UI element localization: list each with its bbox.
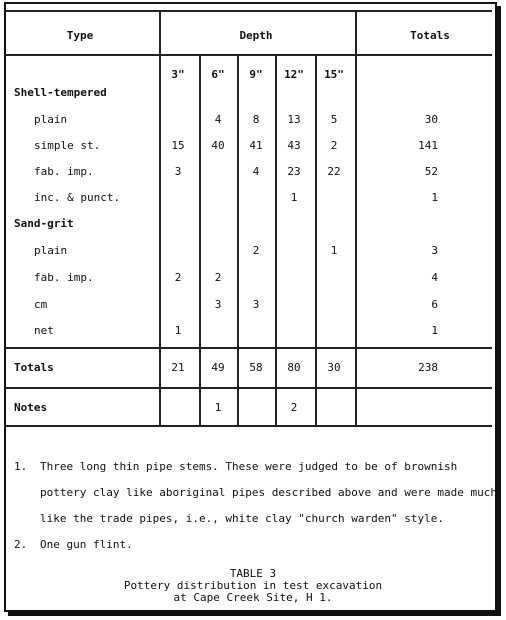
note-text-line: pottery clay like aboriginal pipes described above and were made much <box>40 486 497 499</box>
depth-cell: 8 <box>252 113 260 126</box>
table-top-rule <box>4 10 492 12</box>
frame-shadow-right <box>497 6 501 614</box>
row-label: plain <box>34 244 68 257</box>
depth-rule-4 <box>315 55 317 425</box>
group-label: Shell-tempered <box>14 86 107 99</box>
totals-row-label: Totals <box>14 361 54 374</box>
depth-cell: 2 <box>330 139 338 152</box>
caption-line-1: Pottery distribution in test excavation <box>123 579 383 592</box>
row-label: plain <box>34 113 68 126</box>
depth-cell: 2 <box>174 271 182 284</box>
depth-column-header: 15" <box>324 68 344 81</box>
totals-cell: 58 <box>249 361 263 374</box>
totals-header: Totals <box>410 29 450 42</box>
totals-cell: 49 <box>211 361 225 374</box>
totals-column-rule <box>355 10 357 425</box>
depth-column-header: 9" <box>249 68 263 81</box>
row-total: 1 <box>431 191 438 204</box>
type-column-rule <box>159 10 161 425</box>
totals-cell: 80 <box>287 361 301 374</box>
row-label: fab. imp. <box>34 271 94 284</box>
notes-row-label: Notes <box>14 401 48 414</box>
depth-header: Depth <box>239 29 273 42</box>
row-label: net <box>34 324 54 337</box>
row-total: 1 <box>431 324 438 337</box>
depth-column-header: 3" <box>171 68 185 81</box>
depth-cell: 40 <box>211 139 225 152</box>
row-total: 52 <box>424 165 438 178</box>
row-total: 3 <box>431 244 438 257</box>
row-total: 4 <box>431 271 438 284</box>
type-header: Type <box>66 29 94 42</box>
caption-line-2: at Cape Creek Site, H 1. <box>173 591 333 604</box>
depth-cell: 22 <box>327 165 341 178</box>
depth-cell: 1 <box>290 191 298 204</box>
note-number: 2. <box>14 538 28 551</box>
note-number: 1. <box>14 460 28 473</box>
table-label: TABLE 3 <box>229 567 277 580</box>
row-label: inc. & punct. <box>34 191 121 204</box>
totals-bottom-rule <box>4 387 492 389</box>
depth-cell: 4 <box>214 113 222 126</box>
totals-cell: 21 <box>171 361 185 374</box>
depth-rule-3 <box>275 55 277 425</box>
depth-cell: 4 <box>252 165 260 178</box>
depth-column-header: 6" <box>211 68 225 81</box>
frame-shadow-bottom <box>8 612 501 616</box>
grand-total: 238 <box>418 361 438 374</box>
row-label: cm <box>34 298 48 311</box>
depth-cell: 1 <box>174 324 182 337</box>
notes-cell: 2 <box>290 401 298 414</box>
notes-cell: 1 <box>214 401 222 414</box>
depth-cell: 43 <box>287 139 301 152</box>
group-label: Sand-grit <box>14 217 74 230</box>
table-bottom-rule <box>4 425 492 427</box>
row-label: simple st. <box>34 139 101 152</box>
depth-cell: 5 <box>330 113 338 126</box>
depth-rule-1 <box>199 55 201 425</box>
depth-cell: 2 <box>252 244 260 257</box>
depth-cell: 3 <box>214 298 222 311</box>
depth-cell: 3 <box>252 298 260 311</box>
note-text-line: Three long thin pipe stems. These were judged to be of brownish <box>40 460 458 473</box>
note-text-line: like the trade pipes, i.e., white clay "church warden" style. <box>40 512 444 525</box>
depth-column-header: 12" <box>284 68 304 81</box>
row-label: fab. imp. <box>34 165 94 178</box>
depth-cell: 3 <box>174 165 182 178</box>
row-total: 30 <box>424 113 438 126</box>
row-total: 141 <box>418 139 438 152</box>
totals-top-rule <box>4 347 492 349</box>
depth-cell: 2 <box>214 271 222 284</box>
totals-cell: 30 <box>327 361 341 374</box>
row-total: 6 <box>431 298 438 311</box>
depth-rule-2 <box>237 55 239 425</box>
depth-cell: 15 <box>171 139 185 152</box>
header-bottom-rule <box>4 54 492 56</box>
depth-cell: 23 <box>287 165 301 178</box>
depth-cell: 1 <box>330 244 338 257</box>
depth-cell: 41 <box>249 139 263 152</box>
depth-cell: 13 <box>287 113 301 126</box>
note-text-line: One gun flint. <box>40 538 133 551</box>
